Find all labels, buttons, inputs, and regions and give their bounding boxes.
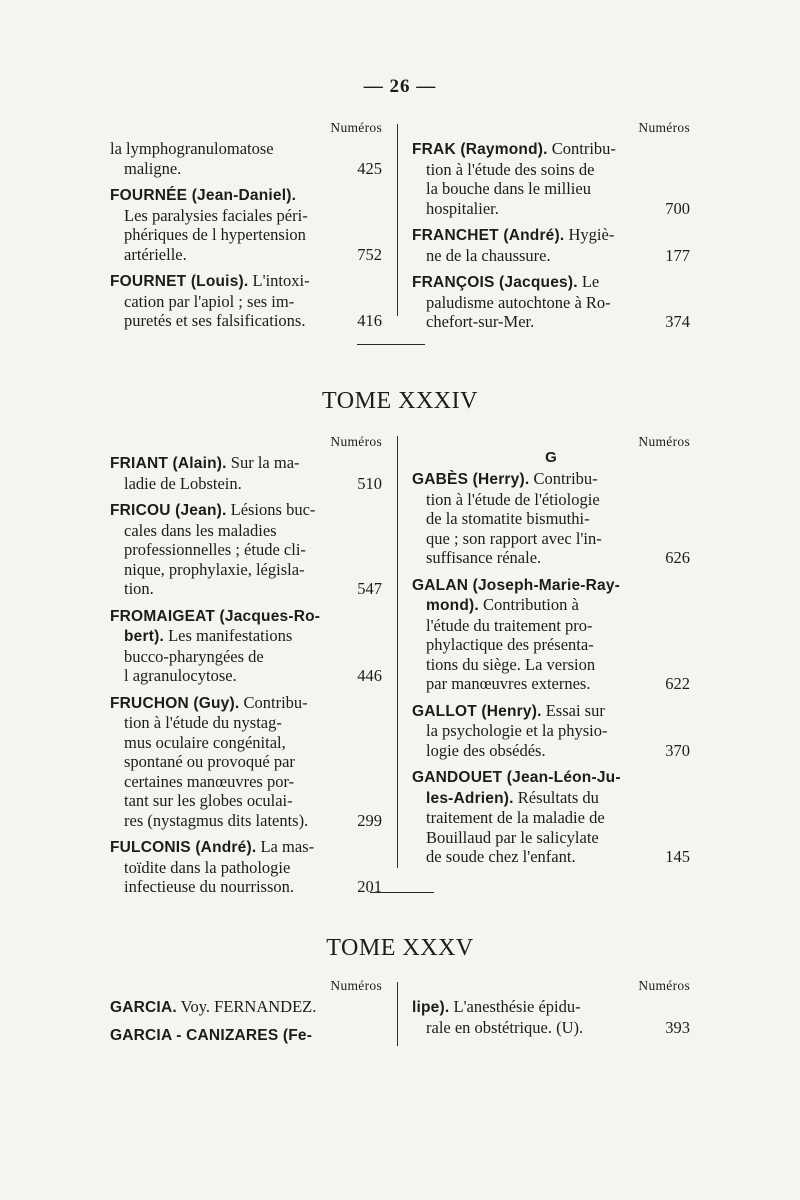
entry-text: bucco-pharyngées de (124, 646, 264, 666)
entry-text: phériques de l hypertension (124, 225, 306, 244)
thesis-number: 416 (357, 311, 382, 330)
entry-text-line (110, 159, 382, 179)
thesis-number: 299 (357, 810, 382, 830)
entry-text-line (110, 540, 382, 560)
entry-text: logie des obsédés. (426, 740, 546, 760)
index-entry (110, 837, 382, 897)
entry-text-line (412, 616, 690, 636)
entry-text-line (412, 509, 690, 529)
author-name: FOURNET (Louis). (110, 273, 249, 290)
author-name-continued: mond). (426, 597, 479, 614)
author-name: FRUCHON (Guy). (110, 694, 240, 712)
thesis-number: 374 (665, 312, 690, 331)
thesis-number: 622 (665, 674, 690, 693)
right-column (412, 434, 690, 874)
entry-text: rale en obstétrique. (U). (426, 1017, 584, 1037)
thesis-number: 752 (357, 244, 382, 264)
entry-text: suffisance rénale. (426, 548, 542, 567)
entry-text-line (110, 474, 382, 494)
thesis-number: 201 (357, 877, 382, 896)
entry-text-line (110, 647, 382, 667)
author-name: FOURNÉE (Jean-Daniel). (110, 187, 297, 204)
entry-text: infectieuse du nourrisson. (124, 877, 295, 896)
entry-heading-line (412, 469, 690, 490)
entry-text-line (412, 312, 690, 332)
page-number: — 26 — (363, 76, 437, 97)
numeros-header: Numéros (638, 434, 690, 449)
entry-text-line (110, 752, 382, 772)
entry-heading-line (412, 997, 690, 1018)
entry-text: de la stomatite bismuthi- (426, 509, 590, 528)
entry-heading-line (110, 837, 382, 858)
entry-text-line (412, 635, 690, 655)
entry-text-line (412, 721, 690, 741)
author-name: FRAK (Raymond). (412, 141, 548, 158)
entry-text: tion à l'étude de l'étiologie (426, 489, 600, 509)
entry-text-line (110, 811, 382, 831)
author-name: GARCIA. (110, 999, 177, 1016)
entry-text-line (110, 311, 382, 331)
entry-text: l'étude du traitement pro- (426, 615, 593, 635)
entry-text: Les paralysies faciales péri- (124, 205, 308, 225)
entry-text: mond). Contribution à (426, 595, 579, 614)
entry-text: Bouillaud par le salicylate (426, 827, 599, 847)
section-divider (357, 344, 425, 345)
entry-text: professionnelles ; étude cli- (124, 540, 306, 559)
entry-text: nique, prophylaxie, législa- (124, 559, 305, 579)
author-name: GARCIA - CANIZARES (Fe- (110, 1026, 313, 1044)
thesis-number: 700 (665, 198, 690, 218)
entry-text: paludisme autochtone à Ro- (426, 292, 611, 312)
index-entry (412, 767, 690, 867)
author-name: GABÈS (Herry). (412, 471, 530, 488)
numeros-header: Numéros (330, 978, 382, 993)
entry-title-text: Hygiè- (568, 225, 615, 244)
entry-text-line (110, 225, 382, 245)
entry-text-line (412, 595, 690, 616)
index-entry (110, 1025, 382, 1046)
index-entry (412, 469, 690, 568)
author-name: GALLOT (Henry). (412, 702, 542, 720)
entry-text-line (412, 808, 690, 828)
thesis-number: 177 (665, 245, 690, 265)
entry-text: tant sur les globes oculai- (124, 791, 293, 810)
entry-text: bert). Les manifestations (124, 626, 293, 645)
tome-title: TOME XXXV (326, 935, 474, 961)
entry-text-line (412, 847, 690, 867)
thesis-number: 370 (665, 740, 690, 760)
entry-text-line (110, 579, 382, 599)
entry-text-line (412, 548, 690, 568)
entry-text-line (412, 490, 690, 510)
author-name: GALAN (Joseph-Marie-Ray- (412, 576, 621, 594)
entry-text-line (110, 245, 382, 265)
column-divider (397, 436, 398, 868)
entry-title-text: La mas- (260, 837, 315, 856)
entry-text-line (110, 772, 382, 792)
left-column (110, 120, 382, 338)
author-name-continued: les-Adrien). (426, 789, 514, 807)
entry-text: de soude chez l'enfant. (426, 847, 576, 866)
entry-title-text: Voy. FERNANDEZ. (180, 997, 317, 1016)
author-name: lipe). (412, 999, 450, 1016)
column-divider (397, 124, 398, 316)
author-name: FULCONIS (André). (110, 839, 257, 856)
author-name: FROMAIGEAT (Jacques-Ro- (110, 607, 321, 625)
entry-heading-line (110, 453, 382, 474)
column-divider (397, 982, 398, 1046)
entry-text-line (110, 877, 382, 897)
entry-text-line (110, 858, 382, 878)
entry-text: maligne. (124, 158, 182, 178)
entry-text-line (110, 791, 382, 811)
entry-text: tion à l'étude des soins de (426, 159, 595, 179)
author-name: FRICOU (Jean). (110, 502, 227, 519)
index-entry (412, 701, 690, 761)
section-divider (370, 892, 434, 893)
index-entry (412, 575, 690, 694)
entry-text: phylactique des présenta- (426, 635, 594, 654)
entry-heading-line (110, 500, 382, 521)
numeros-header: Numéros (638, 120, 690, 135)
entry-heading-line (110, 693, 382, 714)
entry-text: la psychologie et la physio- (426, 721, 608, 740)
index-entry (412, 225, 690, 265)
index-section-3 (110, 978, 690, 1048)
right-column (412, 120, 690, 339)
entry-text: res (nystagmus dits latents). (124, 810, 309, 830)
left-column (110, 978, 382, 1052)
index-entry (110, 139, 382, 178)
index-entry (412, 139, 690, 218)
entry-text: tion. (124, 579, 154, 598)
numeros-header: Numéros (330, 120, 382, 135)
entry-text: la bouche dans le millieu (426, 179, 591, 198)
entry-text: mus oculaire congénital, (124, 732, 286, 752)
entry-heading-line (110, 997, 382, 1018)
entry-text-line (110, 626, 382, 647)
entry-text: par manœuvres externes. (426, 674, 591, 693)
author-name: FRANCHET (André). (412, 227, 565, 244)
entry-text: la lymphogranulomatose (110, 139, 274, 158)
entry-text-line (110, 206, 382, 226)
entry-text-line (412, 293, 690, 313)
index-entry (110, 185, 382, 264)
entry-text-line (110, 292, 382, 312)
entry-text-line (110, 666, 382, 686)
entry-text-line (412, 655, 690, 675)
entry-text-line (412, 160, 690, 180)
index-entry (110, 271, 382, 331)
entry-text: tions du siège. La version (426, 654, 596, 674)
entry-text-line (412, 1018, 690, 1038)
entry-text-line (110, 139, 382, 159)
entry-heading-line (110, 271, 382, 292)
entry-text: chefort-sur-Mer. (426, 312, 535, 331)
index-entry (110, 453, 382, 493)
thesis-number: 446 (357, 666, 382, 685)
thesis-number: 425 (357, 158, 382, 178)
entry-text-line (110, 521, 382, 541)
entry-heading-line (412, 225, 690, 246)
author-name-continued: bert). (124, 628, 164, 645)
thesis-number: 626 (665, 548, 690, 567)
entry-text-line (110, 733, 382, 753)
entry-text: que ; son rapport avec l'in- (426, 528, 602, 548)
tome-title: TOME XXXIV (322, 388, 478, 414)
index-entry (110, 997, 382, 1018)
entry-title-text: Contribu- (243, 692, 308, 712)
entry-heading-line (110, 1025, 382, 1046)
entry-heading-line (412, 272, 690, 293)
entry-text-line (412, 674, 690, 694)
index-section-1 (110, 120, 690, 331)
numeros-header: Numéros (638, 978, 690, 993)
letter-heading: G (545, 449, 557, 466)
entry-heading-line (412, 139, 690, 160)
entry-text: ladie de Lobstein. (124, 473, 242, 493)
entry-title-text: L'anesthésie épidu- (453, 997, 581, 1016)
entry-heading-line (412, 701, 690, 722)
index-entry (412, 272, 690, 332)
entry-text: toïdite dans la pathologie (124, 857, 291, 877)
author-name: FRIANT (Alain). (110, 455, 227, 472)
entry-heading-line (110, 606, 382, 627)
entry-text-line (412, 828, 690, 848)
thesis-number: 547 (357, 579, 382, 598)
entry-title-text: Contribu- (551, 139, 616, 158)
entry-text: cation par l'apiol ; ses im- (124, 291, 295, 311)
entry-text-line (412, 199, 690, 219)
entry-text: ne de la chaussure. (426, 245, 551, 265)
entry-text-line (412, 529, 690, 549)
index-entry (110, 693, 382, 831)
entry-text: l agranulocytose. (124, 666, 237, 685)
thesis-number: 145 (665, 847, 690, 866)
entry-title-text: Contribu- (533, 469, 598, 488)
entry-title-text: Lésions buc- (230, 500, 316, 519)
entry-text: artérielle. (124, 244, 187, 264)
entry-title-text: Le (581, 272, 600, 291)
author-name: GANDOUET (Jean-Léon-Ju- (412, 769, 621, 786)
entry-title-text: L'intoxi- (252, 271, 310, 290)
entry-text: cales dans les maladies (124, 520, 277, 540)
entry-heading-line (412, 767, 690, 788)
entry-text-line (412, 788, 690, 809)
entry-text: hospitalier. (426, 198, 499, 218)
entry-text-line (110, 560, 382, 580)
entry-text: certaines manœuvres por- (124, 771, 295, 791)
entry-text: traitement de la maladie de (426, 808, 605, 827)
entry-text-line (412, 741, 690, 761)
entry-text: spontané ou provoqué par (124, 752, 295, 771)
entry-heading-line (110, 185, 382, 206)
entry-heading-line (412, 575, 690, 596)
right-column (412, 978, 690, 1044)
index-entry (110, 500, 382, 599)
entry-title-text: Essai sur (545, 700, 605, 720)
index-section-2 (110, 434, 690, 896)
entry-text: les-Adrien). Résultats du (426, 787, 599, 807)
author-name: FRANÇOIS (Jacques). (412, 274, 578, 291)
entry-text-line (412, 246, 690, 266)
left-column (110, 434, 382, 904)
index-entry (110, 606, 382, 686)
entry-title-text: Sur la ma- (230, 453, 300, 472)
thesis-number: 393 (665, 1017, 690, 1037)
numeros-header: Numéros (330, 434, 382, 449)
entry-text: tion à l'étude du nystag- (124, 713, 282, 732)
entry-text-line (110, 713, 382, 733)
thesis-number: 510 (357, 473, 382, 493)
entry-text: puretés et ses falsifications. (124, 311, 306, 330)
index-entry (412, 997, 690, 1037)
entry-text-line (412, 179, 690, 199)
